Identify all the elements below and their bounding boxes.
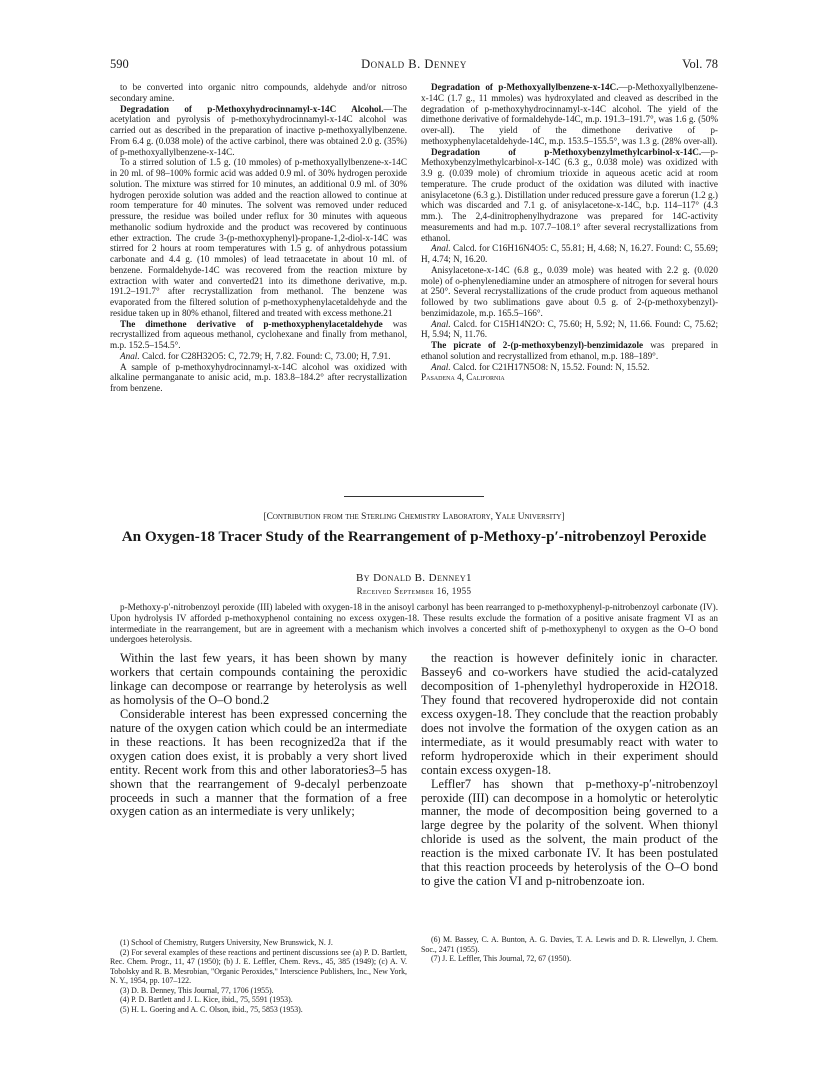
footnotes-right	[421, 935, 718, 964]
paragraph-text: —p-Methoxybenzylmethylcarbinol-x-14C (6.3 g., 0.038 mole) was oxidized with 3.9 g. (0.039 mole) of chromium trioxide in aqueous acetic acid at room temperature. The crude product of the oxidation was diluted with inactive anisylacetone (6.3 g.). Distillation under reduced pressure gave a forerun (1.2 g.) which was discarded and 7.1 g. of anisylacetone-x-14C, b.p. 114–117° (4.3 mm.). The 2,4-dinitrophenylhydrazone was prepared for 14C-activity measurements and had m.p. 107.7–108.1° after several recrystallizations from ethanol.	[421, 146, 718, 243]
paragraph-text: Calcd. for C21H17N5O8: N, 15.52. Found: N, 15.52.	[450, 361, 650, 372]
analysis-label: Anal.	[120, 350, 140, 361]
experimental-paragraph	[421, 265, 718, 319]
contribution-line: [Contribution from the Sterling Chemistry Laboratory, Yale University]	[263, 512, 565, 522]
analysis-label: Anal.	[431, 318, 451, 329]
experimental-paragraph	[421, 82, 718, 147]
footnotes-left	[110, 938, 407, 1014]
paragraph-text: was prepared in ethanol solution and recrystallized from ethanol, m.p. 188–189°.	[421, 340, 718, 361]
volume-label: Vol. 78	[682, 57, 718, 71]
experimental-paragraph	[421, 362, 718, 373]
body-paragraph: Considerable interest has been expressed concerning the nature of the oxygen cation which could be an intermediate in these reactions. It has been recognized2a that if the oxygen cation does exist, it is probably a very short lived entity. Recent work from this and other laboratories3–5 has shown that the rearrangement of 9-decalyl perbenzoate proceeds in such a manner that the formation of a free oxygen cation as an intermediate is very unlikely;	[110, 706, 407, 819]
paragraph-heading: The picrate of 2-(p-methoxybenzyl)-benzimidazole	[431, 340, 644, 350]
footnote: (4) P. D. Bartlett and J. L. Kice, ibid., 75, 5591 (1953).	[120, 995, 293, 1004]
paragraph-text: —The acetylation and pyrolysis of p-methoxyhydrocinnamyl-x-14C alcohol was carried out as described in the preparation of inactive p-methoxyallylbenzene. From 6.4 g. (0.038 mole) of the active carbinol, there was obtained 2.0 g. (35%) of p-methoxyallylbenzene-x-14C.	[110, 103, 407, 157]
experimental-paragraph	[110, 351, 407, 362]
paragraph-text: Calcd. for C15H14N2O: C, 75.60; H, 5.92; N, 11.66. Found: C, 75.62; H, 5.94; N, 11.76.	[421, 318, 718, 340]
paragraph-text: to be converted into organic nitro compounds, aldehyde and/or nitroso secondary amine.	[110, 82, 407, 103]
received-date: Received September 16, 1955	[356, 586, 472, 596]
running-header	[110, 57, 718, 75]
analysis-label: Anal.	[431, 243, 451, 254]
paragraph-heading: Degradation of p-Methoxyallylbenzene-x-14C.	[431, 82, 619, 92]
body-column-right	[421, 652, 718, 889]
experimental-paragraph	[110, 362, 407, 394]
paragraph-heading: Degradation of p-Methoxybenzylmethylcarbinol-x-14C.	[431, 146, 702, 157]
place-line: Pasadena 4, California	[421, 372, 505, 383]
body-paragraph: Within the last few years, it has been shown by many workers that certain compounds containing the peroxidic linkage can decompose or rearrange by heterolysis as well as homolysis of the O–O bond.2	[110, 651, 407, 707]
experimental-paragraph	[421, 319, 718, 341]
article-title: An Oxygen-18 Tracer Study of the Rearrangement of p-Methoxy-p′-nitrobenzoyl Peroxide	[121, 528, 707, 545]
experimental-paragraph	[110, 319, 407, 351]
paragraph-text: —p-Methoxyallylbenzene-x-14C (1.7 g., 11 mmoles) was hydroxylated and cleaved as described in the degradation of p-methoxyhydrocinnamyl-x-14C alcohol. The yield of the dimethone derivative of formaldehyde-14C, m.p. 191.3–191.7°, was 1.6 g. (50% over-all). The yield of the dimethone derivative of p-methoxyphenylacetaldehyde-14C, m.p. 153.5–155.5°, was 1.3 g. (28% over-all).	[421, 82, 718, 146]
experimental-column-left	[110, 82, 407, 394]
analysis-label: Anal.	[431, 361, 451, 372]
body-paragraph: the reaction is however definitely ionic in character. Bassey6 and co-workers have studied the acid-catalyzed decomposition of 1-phenylethyl hydroperoxide in H2O18. They found that recovered hydroperoxide did not contain excess oxygen-18. They conclude that the reaction probably does not involve the formation of the oxygen cation as an intermediate, as it would presumably react with water to reform hydroperoxide which in their experiment should contain excess oxygen-18.	[421, 651, 718, 777]
paragraph-heading: Degradation of p-Methoxyhydrocinnamyl-x-14C Alcohol.	[120, 103, 384, 114]
paragraph-text: was recrystallized from aqueous methanol, cyclohexane and finally from methanol, m.p. 152.5–154.5°.	[110, 318, 407, 350]
running-author: Donald B. Denney	[361, 57, 467, 71]
experimental-paragraph	[110, 82, 407, 104]
footnote: (7) J. E. Leffler, This Journal, 72, 67 (1950).	[431, 954, 572, 963]
byline: By Donald B. Denney1	[356, 572, 472, 584]
footnote: (3) D. B. Denney, This Journal, 77, 1706 (1955).	[120, 985, 274, 995]
body-column-left	[110, 652, 407, 819]
experimental-paragraph	[421, 243, 718, 265]
body-paragraph: Leffler7 has shown that p-methoxy-p′-nitrobenzoyl peroxide (III) can decompose in a homolytic or heterolytic manner, the mode of decomposition being governed to a large degree by the polarity of the solvent. When thionyl chloride is used as the solvent, the main product of the reaction is the mixed carbonate IV. It has been postulated that this reaction proceeds by heterolysis of the O–O bond to give the cation VI and p-nitrobenzoate ion.	[421, 776, 718, 889]
page-number: 590	[110, 57, 129, 71]
experimental-paragraph	[110, 157, 407, 318]
paragraph-text: To a stirred solution of 1.5 g. (10 mmoles) of p-methoxyallylbenzene-x-14C in 20 ml. of 98–100% formic acid was added 0.9 ml. of 30% hydrogen peroxide solution. The mixture was stirred for 10 minutes, an additional 0.9 ml. of 30% hydrogen peroxide solution was added and the reaction allowed to continue at room temperature for 40 minutes. The solvent was removed under reduced pressure, the residue was boiled under reflux for 30 minutes with aqueous methanolic sodium hydroxide and the product was recovered by continuous ether extraction. The crude 3-(p-methoxyphenyl)-propane-1,2-diol-x-14C was stirred for 2 hours at room temperatures with 1.5 g. of anhydrous potassium carbonate and 4.4 g. (10 mmoles) of lead tetraacetate in about 10 ml. of benzene. Formaldehyde-14C was recovered from the reaction mixture by extraction with water and converted21 into its dimethone derivative, m.p. 191.2–191.7° after recrystallization from methanol. The benzene was evaporated from the filtered solution of p-methoxyphenylacetaldehyde and the residue taken up in 80% ethanol, filtered and treated with excess methone.21	[110, 157, 407, 318]
paragraph-text: Calcd. for C28H32O5: C, 72.79; H, 7.82. Found: C, 73.00; H, 7.91.	[139, 350, 391, 361]
section-divider	[344, 496, 484, 497]
footnote: (5) H. L. Goering and A. C. Olson, ibid., 75, 5853 (1953).	[120, 1004, 303, 1014]
paragraph-text: Anisylacetone-x-14C (6.8 g., 0.039 mole) was heated with 2.2 g. (0.020 mole) of o-phenylenediamine under an atmosphere of nitrogen for several hours at 250°. Several recrystallizations of the crude product from aqueous methanol followed by two sublimations gave about 0.5 g. of 2-(p-methoxybenzyl)-benzimidazole, m.p. 165.5–166°.	[421, 264, 718, 318]
paragraph-text: A sample of p-methoxyhydrocinnamyl-x-14C alcohol was oxidized with alkaline permanganate to anisic acid, m.p. 183.8–184.2° after recrystallization from benzene.	[110, 361, 407, 393]
experimental-paragraph	[421, 340, 718, 362]
footnote: (6) M. Bassey, C. A. Bunton, A. G. Davies, T. A. Lewis and D. R. Llewellyn, J. Chem. Soc., 2471 (1955).	[421, 935, 718, 954]
abstract: p-Methoxy-p′-nitrobenzoyl peroxide (III) labeled with oxygen-18 in the anisoyl carbonyl has been rearranged to p-methoxyphenyl-p-nitrobenzoyl carbonate (IV). Upon hydrolysis IV afforded p-methoxyphenol containing no excess oxygen-18. These results exclude the formation of a positive anisate fragment VI as an intermediate in the rearrangement, but are in agreement with a mechanism which involves a concerted shift of p-methoxyphenyl to oxygen as the O–O bond undergoes heterolysis.	[110, 602, 718, 645]
footnote: (2) For several examples of these reactions and pertinent discussions see (a) P. D. Bartlett, Rec. Chem. Progr., 11, 47 (1950); (b) J. E. Leffler, Chem. Revs., 45, 385 (1949); (c) A. V. Tobolsky and R. B. Mesrobian, "Organic Peroxides," Interscience Publishers, Inc., New York, N. Y., 1954, pp. 107–122.	[110, 947, 407, 985]
experimental-paragraph	[421, 147, 718, 244]
paragraph-text: Calcd. for C16H16N4O5: C, 55.81; H, 4.68; N, 16.27. Found: C, 55.69; H, 4.74; N, 16.20.	[421, 243, 718, 264]
footnote: (1) School of Chemistry, Rutgers University, New Brunswick, N. J.	[120, 938, 333, 947]
experimental-paragraph	[110, 104, 407, 158]
experimental-paragraph	[421, 372, 718, 383]
experimental-column-right	[421, 82, 718, 383]
paragraph-heading: The dimethone derivative of p-methoxyphenylacetaldehyde	[120, 318, 383, 329]
